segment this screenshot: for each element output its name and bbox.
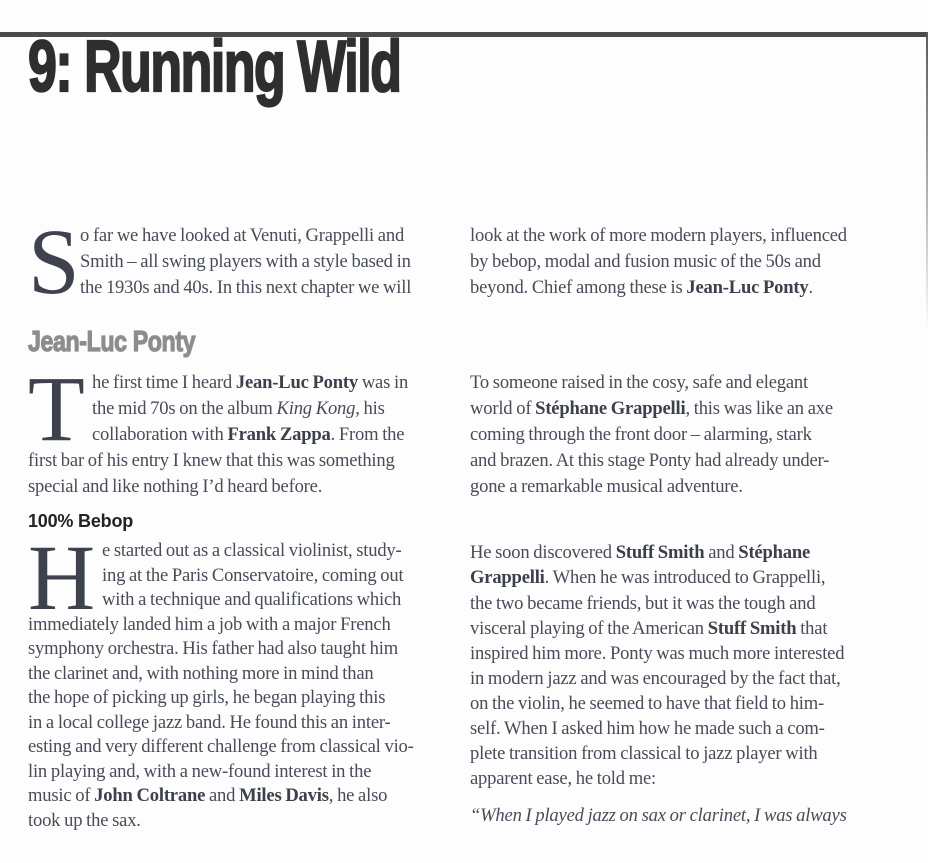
text-line: Grappelli. When he was introduced to Grappelli, [470, 567, 826, 589]
dropcap-letter-s: S [28, 211, 80, 314]
left-column [28, 211, 461, 833]
text-line: self. When I asked him how he made such a com- [470, 718, 825, 740]
text-line: esting and very different challenge from classical vio- [28, 736, 414, 758]
text-line: first bar of his entry I knew that this was something [28, 449, 395, 471]
bebop-paragraph [28, 527, 461, 833]
text-line: the clarinet and, with nothing more in mind than [28, 662, 374, 684]
two-column-layout [28, 211, 928, 833]
text-line: inspired him more. Ponty was much more interested [470, 642, 845, 664]
grappelli-paragraph [470, 370, 912, 499]
ponty-quote-line [470, 803, 912, 829]
dropcap-letter-h: H [28, 527, 96, 631]
chapter-title: 9: Running Wild [28, 27, 401, 107]
text-line: special and like nothing I’d heard before. [28, 475, 323, 497]
text-line: gone a remarkable musical adventure. [470, 475, 743, 497]
text-line: in modern jazz and was encouraged by the fact that, [470, 667, 841, 689]
text-line: e started out as a classical violinist, study- [102, 540, 402, 562]
text-line: on the violin, he seemed to have that field to him- [470, 692, 825, 714]
text-line: the mid 70s on the album King Kong, his [92, 398, 385, 420]
text-line: the 1930s and 40s. In this next chapter we will [80, 276, 412, 298]
text-line: the two became friends, but it was the tough and [470, 592, 816, 614]
text-line: He soon discovered Stuff Smith and Stéphane [470, 542, 811, 564]
book-page [0, 27, 928, 833]
text-line: world of Stéphane Grappelli, this was like an axe [470, 398, 833, 420]
text-line: immediately landed him a job with a major French [28, 613, 391, 635]
text-line: beyond. Chief among these is Jean-Luc Ponty. [470, 276, 813, 298]
intro-paragraph-right [470, 223, 912, 300]
right-column [470, 223, 912, 833]
text-line: “When I played jazz on sax or clarinet, I was always [470, 805, 847, 827]
text-line: visceral playing of the American Stuff Smith that [470, 617, 828, 639]
intro-paragraph-left [28, 211, 461, 314]
text-line: took up the sax. [28, 809, 141, 831]
section-heading-jean-luc-ponty: Jean-Luc Ponty [28, 326, 196, 359]
text-line: Smith – all swing players with a style based in [80, 250, 411, 272]
text-line: lin playing and, with a new-found interest in the [28, 760, 372, 782]
text-line: o far we have looked at Venuti, Grappelli and [80, 225, 405, 246]
text-line: collaboration with Frank Zappa. From the [92, 423, 405, 445]
stuff-smith-paragraph [470, 540, 912, 791]
text-line: in a local college jazz band. He found this an inter- [28, 711, 391, 733]
paragraph-lines [470, 540, 912, 791]
text-line: look at the work of more modern players, influenced [470, 225, 847, 246]
text-line: by bebop, modal and fusion music of the 50s and [470, 250, 821, 272]
text-line: he first time I heard Jean-Luc Ponty was in [92, 372, 409, 394]
text-line: ing at the Paris Conservatoire, coming out [102, 564, 404, 586]
text-line: To someone raised in the cosy, safe and elegant [470, 372, 809, 394]
paragraph-lines [28, 223, 461, 300]
text-line: apparent ease, he told me: [470, 768, 657, 790]
paragraph-lines [470, 803, 912, 829]
text-line: coming through the front door – alarming, stark [470, 423, 812, 445]
paragraph-lines [28, 370, 461, 499]
text-line: plete transition from classical to jazz player with [470, 743, 818, 765]
paragraph-lines [470, 223, 912, 300]
text-line: the hope of picking up girls, he began playing this [28, 687, 386, 709]
text-line: and brazen. At this stage Ponty had already under- [470, 449, 830, 471]
text-line: with a technique and qualifications which [102, 589, 402, 611]
ponty-paragraph [28, 358, 461, 499]
paragraph-lines [470, 370, 912, 499]
subheading-100-percent-bebop: 100% Bebop [28, 511, 134, 532]
text-line: music of John Coltrane and Miles Davis, he also [28, 785, 388, 807]
dropcap-letter-t: T [28, 358, 85, 462]
text-line: symphony orchestra. His father had also taught him [28, 638, 398, 660]
